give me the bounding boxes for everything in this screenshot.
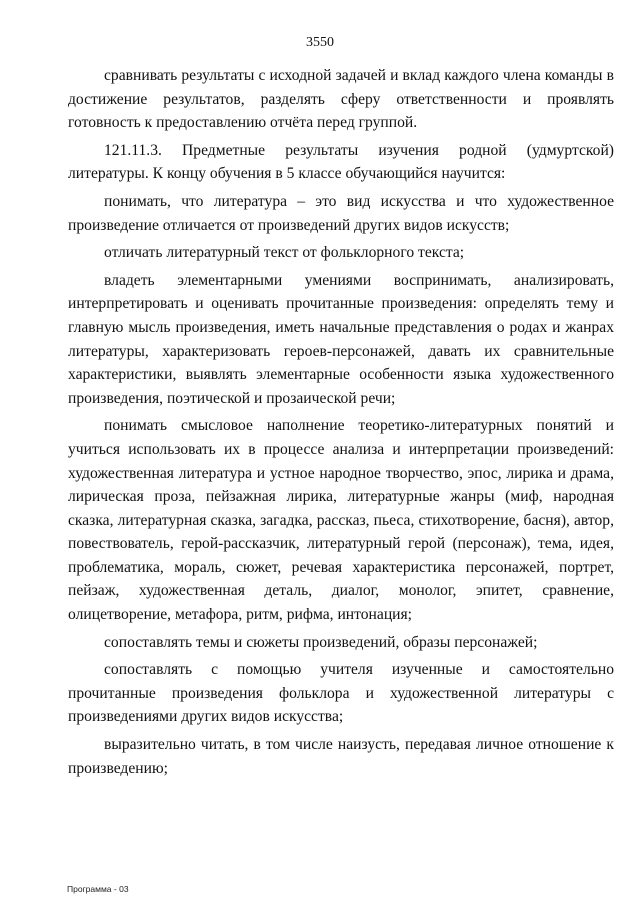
footer-label: Программа - 03 (67, 884, 129, 894)
paragraph-section-heading: 121.11.3. Предметные результаты изучения родной (удмуртской) литературы. К концу обучения в 5 классе обучающийся научится: (68, 141, 614, 183)
paragraph-item: понимать смысловое наполнение теоретико-литературных понятий и учиться использовать их в процессе анализа и интерпретации произведений: художественная литература и устное народное творчество, эпос, лирика и драма, лирическая проза, пейзажная лирика, литературные жанры (миф, народная сказка, литературная сказка, загадка, рассказ, пьеса, стихотворение, басня), автор, повествователь, герой-рассказчик, литературный герой (персонаж), тема, идея, проблематика, мораль, сюжет, речевая характеристика персонажей, портрет, пейзаж, художественная деталь, диалог, монолог, эпитет, сравнение, олицетворение, метафора, ритм, рифма, интонация; (68, 417, 614, 624)
paragraph-item: понимать, что литература – это вид искусства и что художественное произведение отличается от произведений других видов искусств; (68, 192, 614, 234)
paragraph-item: выразительно читать, в том числе наизусть, передавая личное отношение к произведению; (68, 736, 614, 777)
paragraph-item: отличать литературный текст от фольклорного текста; (104, 244, 465, 262)
paragraph-item: сопоставлять темы и сюжеты произведений, образы персонажей; (104, 633, 538, 651)
document-body (68, 64, 614, 784)
paragraph-continuation: сравнивать результаты с исходной задачей и вклад каждого члена команды в достижение результатов, разделять сферу ответственности и проявлять готовность к предоставлению отчёта перед группой. (68, 67, 614, 132)
paragraph-item: владеть элементарными умениями воспринимать, анализировать, интерпретировать и оценивать прочитанные произведения: определять тему и главную мысль произведения, иметь начальные представления о родах и жанрах литературы, характеризовать героев-персонажей, давать их сравнительные характеристики, выявлять элементарные особенности языка художественного произведения, поэтической и прозаической речи; (68, 271, 614, 407)
page-number: 3550 (306, 35, 334, 50)
paragraph-item: сопоставлять с помощью учителя изученные и самостоятельно прочитанные произведения фольклора и художественной литературы с произведениями других видов искусства; (68, 661, 614, 726)
